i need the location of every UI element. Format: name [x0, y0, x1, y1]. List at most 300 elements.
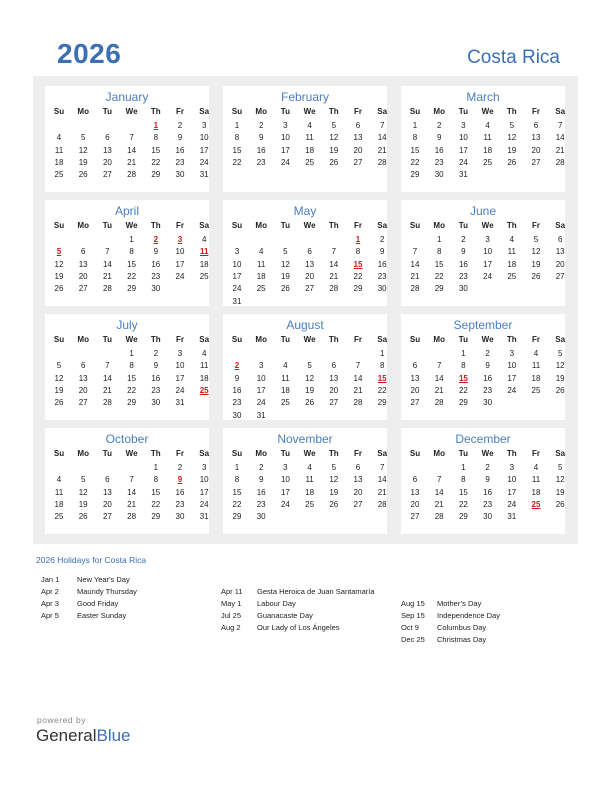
calendar-date: 6 [307, 247, 312, 257]
calendar-date: 24 [199, 157, 209, 167]
calendar-date: 31 [199, 170, 209, 180]
weekday-header: Sa [199, 449, 210, 458]
calendar-date: 9 [153, 247, 159, 257]
weekday-header: Th [150, 449, 161, 458]
calendar-date: 30 [175, 170, 185, 180]
weekday-header: Sa [199, 335, 210, 344]
calendar-date: 2 [436, 121, 442, 130]
calendar-date: 9 [177, 133, 183, 143]
weekday-header: Su [53, 449, 65, 458]
calendar-date: 10 [232, 259, 242, 269]
calendar-date: 31 [256, 410, 266, 420]
weekday-header: Fr [532, 221, 540, 230]
calendar-date: 5 [557, 349, 563, 358]
calendar-date: 9 [379, 247, 385, 257]
calendar-date: 14 [127, 145, 137, 155]
calendar-date: 16 [256, 145, 266, 155]
calendar-date: 20 [78, 271, 88, 281]
calendar-date: 20 [531, 145, 541, 155]
holidays-title: 2026 Holidays for Costa Rica [36, 555, 147, 565]
calendar-date: 1 [461, 349, 466, 358]
calendar-date: 22 [377, 385, 387, 395]
calendar-date: 23 [483, 385, 493, 395]
weekday-header: Tu [280, 335, 290, 344]
calendar-date: 19 [78, 499, 88, 509]
calendar-date: 4 [201, 349, 207, 358]
calendar-date: 17 [280, 145, 290, 155]
calendar-date: 9 [153, 361, 159, 371]
calendar-date: 19 [280, 271, 290, 281]
calendar-date: 18 [483, 145, 493, 155]
calendar-date: 30 [458, 284, 468, 294]
weekday-header: We [303, 335, 316, 344]
weekday-header: Fr [176, 221, 184, 230]
calendar-date: 17 [199, 145, 209, 155]
weekday-header: Mo [77, 107, 89, 116]
calendar-date: 9 [461, 247, 466, 257]
month-name: November [277, 432, 333, 446]
weekday-header: We [125, 221, 138, 230]
month-name: October [105, 432, 149, 446]
calendar-date: 4 [201, 235, 207, 244]
calendar-date: 24 [175, 385, 185, 395]
holiday-date: 15 [353, 259, 363, 269]
calendar-date: 1 [234, 121, 240, 130]
calendar-date: 15 [127, 373, 137, 383]
holiday-date-label: Jan 1 [41, 575, 60, 584]
calendar-date: 27 [410, 398, 420, 408]
month-september [401, 314, 565, 420]
calendar-date: 18 [199, 373, 209, 383]
calendar-date: 16 [483, 373, 493, 383]
weekday-header: We [481, 449, 494, 458]
calendar-date: 20 [102, 499, 112, 509]
month-april [45, 200, 209, 306]
holiday-name: Christmas Day [437, 635, 487, 644]
calendar-date: 4 [533, 463, 539, 472]
calendar-date: 30 [256, 512, 266, 522]
calendar-date: 19 [329, 487, 339, 497]
calendar-date: 19 [507, 145, 517, 155]
calendar-date: 15 [232, 145, 242, 155]
holiday-date: 15 [377, 373, 387, 383]
holiday-date-label: Sep 15 [401, 611, 425, 620]
calendar-date: 13 [102, 145, 112, 155]
calendar-date: 4 [56, 133, 62, 143]
weekday-header: Sa [377, 107, 388, 116]
calendar-date: 18 [54, 157, 64, 167]
calendar-date: 26 [329, 499, 339, 509]
weekday-header: Sa [555, 335, 566, 344]
calendar-date: 6 [105, 133, 110, 143]
calendar-date: 28 [434, 512, 444, 522]
month-february [223, 86, 387, 192]
calendar-date: 18 [54, 499, 64, 509]
calendar-date: 27 [102, 170, 112, 180]
calendar-date: 23 [256, 499, 266, 509]
weekday-header: Mo [255, 221, 267, 230]
calendar-date: 3 [201, 463, 207, 472]
calendar-date: 10 [256, 373, 266, 383]
weekday-header: Su [53, 107, 65, 116]
calendar-date: 15 [127, 259, 137, 269]
calendar-date: 8 [129, 361, 134, 371]
calendar-date: 18 [531, 487, 541, 497]
calendar-date: 25 [483, 157, 493, 167]
calendar-date: 29 [151, 512, 161, 522]
calendar-date: 5 [56, 361, 62, 371]
weekday-header: Th [328, 449, 339, 458]
holiday-date-label: Oct 9 [401, 623, 419, 632]
weekday-header: Fr [532, 335, 540, 344]
weekday-header: Th [506, 335, 517, 344]
calendar-date: 23 [232, 398, 242, 408]
calendar-date: 29 [458, 398, 468, 408]
calendar-date: 21 [434, 499, 444, 509]
holiday-date: 11 [199, 247, 209, 257]
calendar-date: 26 [280, 284, 290, 294]
calendar-date: 30 [151, 398, 161, 408]
holiday-name: Maundy Thursday [77, 587, 137, 596]
calendar-date: 14 [434, 373, 444, 383]
weekday-header: We [303, 221, 316, 230]
calendar-date: 15 [151, 487, 161, 497]
calendar-date: 12 [280, 259, 290, 269]
weekday-header: Su [231, 221, 243, 230]
calendar-date: 6 [412, 475, 418, 485]
weekday-header: Tu [458, 449, 468, 458]
calendar-date: 25 [256, 284, 266, 294]
calendar-date: 20 [353, 145, 363, 155]
calendar-date: 23 [434, 157, 444, 167]
weekday-header: Th [150, 335, 161, 344]
weekday-header: We [303, 107, 316, 116]
calendar-date: 10 [175, 247, 185, 257]
calendar-date: 17 [175, 259, 185, 269]
calendar-date: 11 [507, 247, 516, 257]
calendar-date: 5 [80, 475, 86, 485]
calendar-date: 7 [355, 361, 361, 371]
country-title: Costa Rica [467, 47, 560, 68]
calendar-date: 28 [353, 398, 363, 408]
calendar-date: 5 [307, 361, 312, 371]
calendar-date: 22 [151, 499, 161, 509]
calendar-date: 5 [80, 133, 86, 143]
calendar-date: 15 [232, 487, 242, 497]
calendar-date: 12 [329, 475, 339, 485]
generalblue-logo [36, 726, 131, 746]
calendar-date: 16 [458, 259, 468, 269]
calendar-date: 28 [102, 398, 112, 408]
weekday-header: We [481, 335, 494, 344]
weekday-header: We [125, 449, 138, 458]
holiday-date-label: Dec 25 [401, 635, 425, 644]
weekday-header: Mo [255, 335, 267, 344]
calendar-date: 3 [485, 235, 490, 244]
calendar-date: 17 [458, 145, 468, 155]
calendar-date: 31 [458, 170, 468, 180]
calendar-date: 25 [531, 385, 541, 395]
calendar-date: 22 [353, 271, 363, 281]
calendar-date: 16 [175, 145, 185, 155]
calendar-date: 27 [410, 512, 420, 522]
calendar-date: 31 [507, 512, 517, 522]
calendar-date: 22 [458, 385, 468, 395]
weekday-header: Su [231, 107, 243, 116]
calendar-date: 29 [127, 284, 137, 294]
weekday-header: Fr [354, 221, 362, 230]
calendar-date: 13 [102, 487, 112, 497]
weekday-header: Tu [102, 107, 112, 116]
calendar-date: 21 [329, 271, 339, 281]
calendar-date: 10 [458, 133, 468, 143]
calendar-date: 8 [461, 361, 466, 371]
calendar-date: 22 [232, 499, 242, 509]
weekday-header: Th [328, 107, 339, 116]
calendar-date: 16 [175, 487, 185, 497]
calendar-date: 6 [105, 475, 110, 485]
holiday-date-label: Apr 3 [41, 599, 59, 608]
calendar-date: 10 [175, 361, 185, 371]
calendar-date: 17 [199, 487, 209, 497]
calendar-date: 8 [461, 475, 466, 485]
calendar-date: 3 [283, 121, 288, 130]
calendar-date: 13 [353, 475, 363, 485]
holiday-date-label: Apr 2 [41, 587, 59, 596]
calendar-date: 20 [353, 487, 363, 497]
weekday-header: Mo [77, 221, 89, 230]
calendar-date: 18 [305, 487, 315, 497]
holiday-date-label: Jul 25 [221, 611, 242, 620]
holiday-name: Good Friday [77, 599, 119, 608]
calendar-date: 6 [355, 463, 361, 472]
calendar-date: 9 [258, 475, 264, 485]
calendar-date: 4 [307, 121, 312, 130]
calendar-date: 29 [232, 512, 242, 522]
calendar-date: 27 [353, 157, 363, 167]
calendar-date: 7 [105, 361, 110, 371]
calendar-date: 18 [199, 259, 209, 269]
calendar-date: 21 [555, 145, 565, 155]
weekday-header: Sa [377, 221, 388, 230]
calendar-date: 22 [127, 385, 137, 395]
calendar-date: 23 [175, 499, 185, 509]
calendar-date: 24 [483, 271, 493, 281]
calendar-date: 25 [199, 271, 209, 281]
month-june [401, 200, 565, 306]
calendar-date: 25 [507, 271, 517, 281]
calendar-date: 3 [509, 463, 515, 472]
month-may [223, 200, 387, 306]
calendar-date: 17 [175, 373, 185, 383]
calendar-date: 18 [507, 259, 517, 269]
calendar-date: 19 [555, 487, 565, 497]
calendar-date: 12 [78, 145, 88, 155]
calendar-date: 20 [78, 385, 88, 395]
calendar-date: 23 [458, 271, 468, 281]
calendar-date: 14 [434, 487, 444, 497]
calendar-date: 19 [78, 157, 88, 167]
calendar-date: 18 [305, 145, 315, 155]
calendar-date: 12 [555, 475, 565, 485]
calendar-date: 11 [531, 361, 541, 371]
calendar-date: 11 [257, 259, 266, 269]
calendar-date: 7 [129, 475, 134, 485]
calendar-date: 3 [461, 121, 466, 130]
calendar-date: 23 [151, 385, 161, 395]
calendar-date: 14 [127, 487, 137, 497]
calendar-date: 8 [412, 133, 418, 143]
calendar-date: 31 [175, 398, 185, 408]
holiday-name: Gesta Heroica de Juan Santamaría [257, 587, 375, 596]
weekday-header: Su [231, 449, 243, 458]
weekday-header: Th [506, 449, 517, 458]
calendar-date: 4 [283, 361, 288, 371]
calendar-date: 1 [461, 463, 466, 472]
calendar-date: 15 [151, 145, 161, 155]
weekday-header: Su [409, 449, 421, 458]
calendar-date: 21 [353, 385, 363, 395]
calendar-date: 23 [483, 499, 493, 509]
calendar-date: 22 [151, 157, 161, 167]
calendar-date: 1 [234, 463, 240, 472]
calendar-date: 13 [78, 373, 88, 383]
calendar-date: 20 [329, 385, 339, 395]
calendar-date: 12 [507, 133, 517, 143]
month-name: September [453, 318, 513, 332]
calendar-date: 31 [232, 296, 242, 306]
weekday-header: Tu [458, 221, 468, 230]
calendar-date: 7 [331, 247, 337, 257]
calendar-date: 29 [458, 512, 468, 522]
calendar-date: 28 [377, 499, 387, 509]
calendar-date: 20 [410, 385, 420, 395]
month-name: April [114, 204, 139, 218]
weekday-header: Mo [433, 335, 445, 344]
calendar-date: 24 [232, 284, 242, 294]
weekday-header: Tu [102, 335, 112, 344]
calendar-date: 23 [377, 271, 387, 281]
weekday-header: Fr [176, 335, 184, 344]
calendar-date: 5 [557, 463, 563, 472]
calendar-date: 22 [127, 271, 137, 281]
calendar-date: 13 [555, 247, 565, 257]
weekday-header: Su [53, 335, 65, 344]
calendar-date: 20 [305, 271, 315, 281]
calendar-date: 8 [436, 247, 442, 257]
weekday-header: Tu [280, 221, 290, 230]
holiday-date-label: Apr 11 [221, 587, 243, 596]
calendar-date: 16 [434, 145, 444, 155]
calendar-date: 25 [305, 499, 315, 509]
weekday-header: Mo [255, 449, 267, 458]
calendar-date: 2 [379, 235, 385, 244]
calendar-date: 30 [377, 284, 387, 294]
calendar-date: 11 [305, 133, 314, 143]
calendar-date: 30 [232, 410, 242, 420]
calendar-date: 13 [78, 259, 88, 269]
calendar-date: 5 [283, 247, 288, 257]
calendar-date: 21 [127, 499, 137, 509]
month-november [223, 428, 387, 534]
calendar-date: 28 [410, 284, 420, 294]
calendar-date: 25 [54, 170, 64, 180]
calendar-date: 28 [555, 157, 565, 167]
calendar-date: 24 [280, 499, 290, 509]
weekday-header: Fr [176, 449, 184, 458]
calendar-date: 11 [54, 487, 64, 497]
calendar-date: 17 [232, 271, 242, 281]
calendar-date: 5 [509, 121, 515, 130]
holiday-name: Columbus Day [437, 623, 487, 632]
holiday-date-label: Aug 15 [401, 599, 425, 608]
calendar-date: 7 [379, 121, 385, 130]
calendar-date: 30 [483, 398, 493, 408]
weekday-header: Sa [377, 449, 388, 458]
calendar-date: 7 [436, 475, 442, 485]
weekday-header: Mo [433, 449, 445, 458]
month-name: July [116, 318, 138, 332]
calendar-date: 9 [234, 373, 240, 383]
calendar-date: 8 [153, 475, 159, 485]
calendar-date: 21 [377, 145, 387, 155]
calendar-date: 4 [307, 463, 312, 472]
weekday-header: Th [150, 221, 161, 230]
calendar-date: 14 [377, 475, 387, 485]
calendar-date: 6 [412, 361, 418, 371]
calendar-date: 9 [436, 133, 442, 143]
weekday-header: We [481, 221, 494, 230]
weekday-header: Sa [555, 221, 566, 230]
calendar-date: 3 [234, 247, 240, 257]
year-title: 2026 [57, 38, 122, 69]
calendar-date: 12 [54, 259, 64, 269]
weekday-header: Sa [555, 449, 566, 458]
calendar-date: 28 [127, 170, 137, 180]
calendar-date: 4 [258, 247, 264, 257]
calendar-date: 20 [555, 259, 565, 269]
calendar-date: 4 [533, 349, 539, 358]
calendar-date: 2 [258, 121, 264, 130]
calendar-date: 7 [105, 247, 110, 257]
calendar-date: 26 [555, 385, 565, 395]
calendar-date: 13 [329, 373, 339, 383]
weekday-header: Su [409, 335, 421, 344]
calendar-date: 1 [412, 121, 418, 130]
calendar-date: 6 [80, 361, 86, 371]
calendar-date: 28 [329, 284, 339, 294]
weekday-header: Tu [280, 107, 290, 116]
calendar-date: 14 [377, 133, 387, 143]
calendar-date: 16 [151, 373, 161, 383]
calendar-date: 1 [129, 235, 134, 244]
calendar-date: 27 [102, 512, 112, 522]
calendar-date: 16 [151, 259, 161, 269]
month-name: February [280, 90, 330, 104]
calendar-date: 6 [80, 247, 86, 257]
calendar-date: 27 [78, 398, 88, 408]
calendar-date: 7 [379, 463, 385, 472]
calendar-date: 12 [305, 373, 315, 383]
weekday-header: Tu [102, 221, 112, 230]
month-name: June [469, 204, 497, 218]
weekday-header: Su [53, 221, 65, 230]
calendar-date: 10 [507, 475, 517, 485]
weekday-header: Sa [199, 107, 210, 116]
calendar-date: 8 [129, 247, 134, 257]
month-july [45, 314, 209, 420]
calendar-date: 23 [175, 157, 185, 167]
